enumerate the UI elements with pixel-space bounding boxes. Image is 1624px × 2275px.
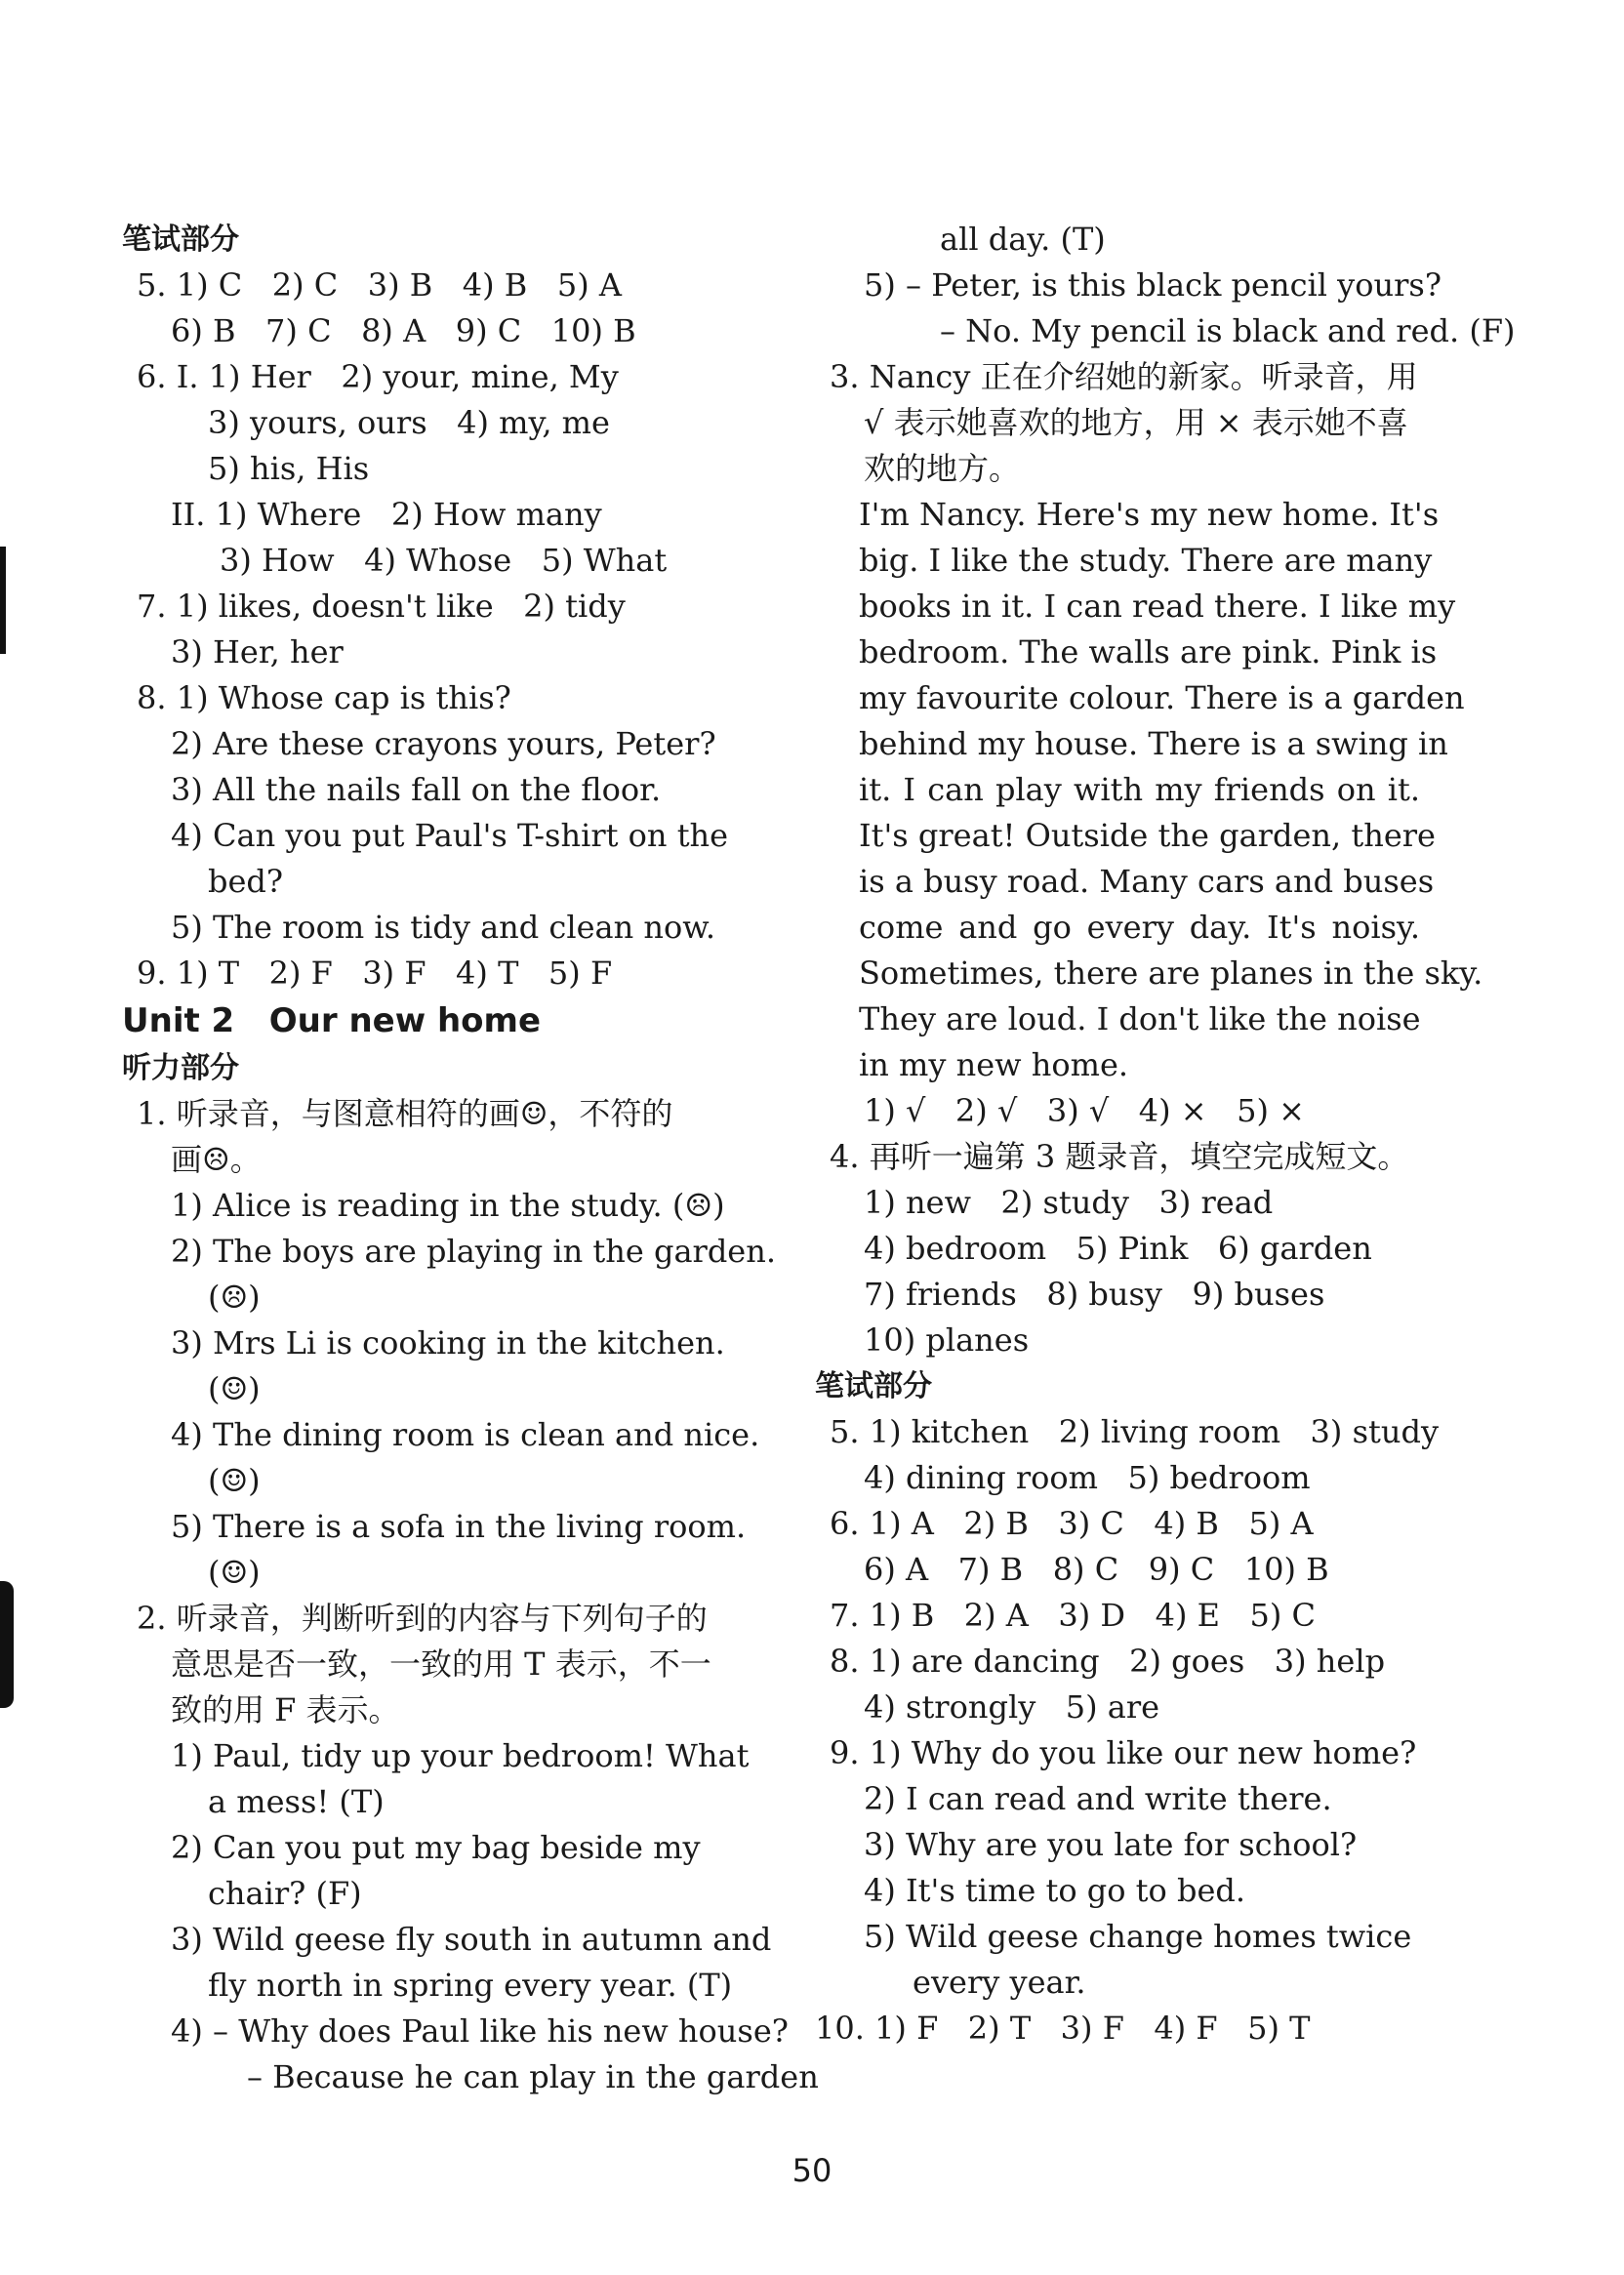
right-column-bottom xyxy=(815,1088,1440,2052)
answer-line: 3) All the nails fall on the floor. xyxy=(171,771,662,808)
answer-line: 3) Her, her xyxy=(171,633,344,670)
answer-line: 1) √ 2) √ 3) √ 4) × 5) × xyxy=(864,1092,1305,1129)
passage-line: it. I can play with my friends on it. xyxy=(859,771,1420,808)
answer-line: 1. 听录音，与图意相符的画☺，不符的 xyxy=(137,1095,673,1132)
answer-line: 5. 1) kitchen 2) living room 3) study xyxy=(830,1413,1440,1450)
answer-line: a mess! (T) xyxy=(208,1783,385,1820)
answer-line: 3) yours, ours 4) my, me xyxy=(208,404,610,441)
answer-line: 听力部分 xyxy=(122,1051,239,1085)
answer-line: (☺) xyxy=(208,1554,261,1591)
answer-line: 5. 1) C 2) C 3) B 4) B 5) A xyxy=(137,266,622,304)
answer-line: all day. (T) xyxy=(940,221,1106,258)
scan-edge-mark-bottom xyxy=(0,1581,14,1708)
answer-line: 5) Wild geese change homes twice xyxy=(864,1918,1412,1955)
answer-line: 画☹。 xyxy=(171,1141,262,1178)
answer-line: 3) Wild geese fly south in autumn and xyxy=(171,1921,772,1958)
answer-line: 6) B 7) C 8) A 9) C 10) B xyxy=(171,312,636,349)
answer-line: 5) – Peter, is this black pencil yours? xyxy=(864,266,1441,304)
answer-line: 1) new 2) study 3) read xyxy=(864,1184,1274,1221)
answer-line: (☹) xyxy=(208,1279,261,1316)
answer-line: 5) his, His xyxy=(208,450,370,487)
answer-line: 欢的地方。 xyxy=(864,450,1021,487)
answer-line: 6) A 7) B 8) C 9) C 10) B xyxy=(864,1551,1329,1588)
passage-line: my favourite colour. There is a garden xyxy=(859,679,1465,716)
answer-line: 7. 1) B 2) A 3) D 4) E 5) C xyxy=(830,1597,1316,1634)
answer-line: 7. 1) likes, doesn't like 2) tidy xyxy=(137,588,626,625)
answer-line: 4) It's time to go to bed. xyxy=(864,1872,1246,1909)
answer-line: II. 1) Where 2) How many xyxy=(171,496,602,533)
passage-line: books in it. I can read there. I like my xyxy=(859,588,1456,625)
passage-line: is a busy road. Many cars and buses xyxy=(859,863,1435,900)
answer-line: 1) Alice is reading in the study. (☹) xyxy=(171,1187,725,1224)
answer-line: 致的用 F 表示。 xyxy=(171,1691,400,1728)
answer-line: – Because he can play in the garden xyxy=(247,2058,819,2095)
answer-line: 4) bedroom 5) Pink 6) garden xyxy=(864,1230,1372,1267)
answer-line: 笔试部分 xyxy=(815,1369,932,1403)
answer-line: 笔试部分 xyxy=(122,223,239,257)
passage-line: in my new home. xyxy=(859,1046,1129,1083)
answer-line: 9. 1) T 2) F 3) F 4) T 5) F xyxy=(137,955,613,992)
answer-line: 2) Can you put my bag beside my xyxy=(171,1829,701,1866)
answer-line: 4) Can you put Paul's T-shirt on the xyxy=(171,817,729,854)
answer-line: 7) friends 8) busy 9) buses xyxy=(864,1276,1325,1313)
answer-line: bed? xyxy=(208,863,284,900)
answer-line: – No. My pencil is black and red. (F) xyxy=(940,312,1516,349)
answer-line: 6. 1) A 2) B 3) C 4) B 5) A xyxy=(830,1505,1314,1542)
answer-line: 10) planes xyxy=(864,1321,1030,1359)
scan-edge-mark-top xyxy=(0,547,6,654)
answer-line: 4. 再听一遍第 3 题录音，填空完成短文。 xyxy=(830,1138,1409,1175)
answer-line: 2. 听录音，判断听到的内容与下列句子的 xyxy=(137,1600,708,1637)
answer-line: fly north in spring every year. (T) xyxy=(208,1967,733,2004)
passage-line: I'm Nancy. Here's my new home. It's xyxy=(859,496,1440,533)
answer-line: 4) The dining room is clean and nice. xyxy=(171,1416,760,1453)
answer-line: 10. 1) F 2) T 3) F 4) F 5) T xyxy=(815,2010,1311,2047)
answer-line: 4) strongly 5) are xyxy=(864,1688,1160,1726)
answer-line: Unit 2 Our new home xyxy=(122,1001,542,1040)
answer-line: √ 表示她喜欢的地方，用 × 表示她不喜 xyxy=(864,404,1408,441)
nancy-passage xyxy=(815,492,1483,1088)
answer-line: 意思是否一致，一致的用 T 表示，不一 xyxy=(171,1645,711,1683)
answer-line: 5) The room is tidy and clean now. xyxy=(171,909,716,946)
passage-line: big. I like the study. There are many xyxy=(859,542,1433,579)
page-number: 50 xyxy=(792,2152,832,2189)
answer-line: 8. 1) are dancing 2) goes 3) help xyxy=(830,1643,1386,1680)
passage-line: It's great! Outside the garden, there xyxy=(859,817,1436,854)
answer-line: 3. Nancy 正在介绍她的新家。听录音，用 xyxy=(830,358,1418,395)
answer-line: 3) How 4) Whose 5) What xyxy=(220,542,668,579)
left-column xyxy=(122,217,819,2100)
answer-line: 3) Why are you late for school? xyxy=(864,1826,1358,1863)
answer-line: 4) dining room 5) bedroom xyxy=(864,1459,1311,1496)
passage-line: behind my house. There is a swing in xyxy=(859,725,1448,762)
answer-line: 3) Mrs Li is cooking in the kitchen. xyxy=(171,1324,725,1361)
passage-line: come and go every day. It's noisy. xyxy=(859,909,1420,946)
answer-line: every year. xyxy=(913,1964,1086,2001)
answer-line: 8. 1) Whose cap is this? xyxy=(137,679,511,716)
answer-line: chair? (F) xyxy=(208,1875,362,1912)
answer-line: 2) The boys are playing in the garden. xyxy=(171,1233,777,1270)
right-column xyxy=(815,217,1516,2052)
answer-line: 9. 1) Why do you like our new home? xyxy=(830,1734,1417,1771)
answer-line: 4) – Why does Paul like his new house? xyxy=(171,2012,789,2050)
answer-line: (☺) xyxy=(208,1462,261,1499)
answer-line: 2) Are these crayons yours, Peter? xyxy=(171,725,716,762)
answer-line: (☺) xyxy=(208,1370,261,1407)
right-column-top xyxy=(815,217,1516,492)
answer-line: 5) There is a sofa in the living room. xyxy=(171,1508,747,1545)
answer-line: 6. I. 1) Her 2) your, mine, My xyxy=(137,358,619,395)
passage-line: bedroom. The walls are pink. Pink is xyxy=(859,633,1438,670)
passage-line: They are loud. I don't like the noise xyxy=(859,1000,1421,1037)
answer-line: 1) Paul, tidy up your bedroom! What xyxy=(171,1737,750,1774)
passage-line: Sometimes, there are planes in the sky. xyxy=(859,955,1483,992)
answer-line: 2) I can read and write there. xyxy=(864,1780,1332,1817)
